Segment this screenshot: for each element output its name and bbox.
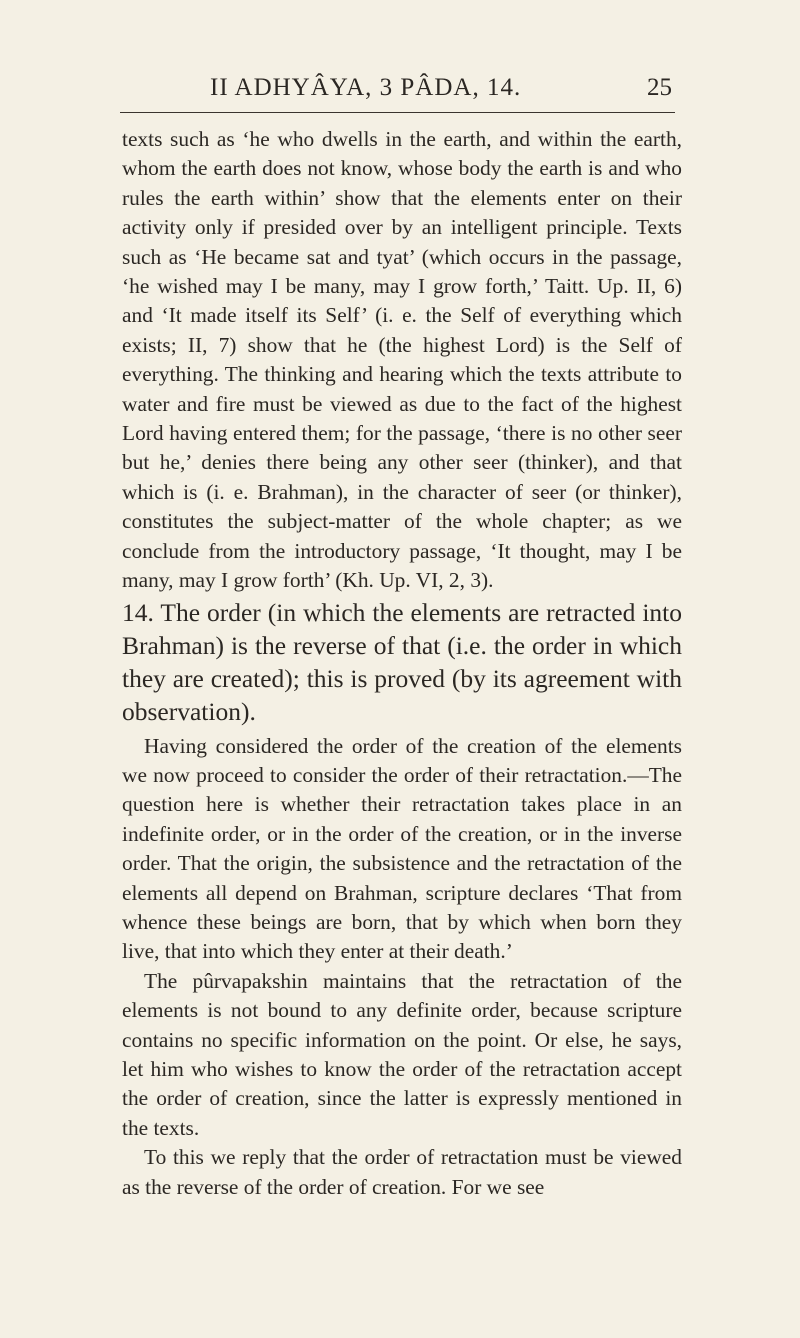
sutra-heading: 14. The order (in which the elements are retracted into Brahman) is the reverse of that (i.e. the order in which they are created); this is proved (by its agreement with observation). <box>122 597 682 726</box>
paragraph-purvapaksha: The pûrvapakshin maintains that the retractation of the elements is not bound to any definite order, because scripture contains no specific information on the point. Or else, he says, let him who wishes to know the order of the retractation accept the order of creation, since the latter is expressly mentioned in the texts. <box>122 968 682 1140</box>
page-number: 25 <box>647 74 672 101</box>
paragraph-continuation: texts such as ‘he who dwells in the earth, and within the earth, whom the earth does not know, whose body the earth is and who rules the earth within’ show that the elements enter on their activity only if presided over by an intelligent principle. Texts such as ‘He became sat and tyat’ (which occurs in the passage, ‘he wished may I be many, may I grow forth,’ Taitt. Up. II, 6) and ‘It made itself its Self’ (i. e. the Self of everything which exists; II, 7) show that he (the highest Lord) is the Self of everything. The thinking and hearing which the texts attribute to water and fire must be viewed as due to the fact of the highest Lord having entered them; for the passage, ‘there is no other seer but he,’ denies there being any other seer (thinker), and that which is (i. e. Brahman), in the character of seer (or thinker), constitutes the subject-matter of the whole chapter; as we conclude from the introductory passage, ‘It thought, may I be many, may I grow forth’ (Kh. Up. VI, 2, 3). <box>122 127 682 593</box>
paragraph-reply: To this we reply that the order of retractation must be viewed as the reverse of the order of creation. For we see <box>122 1145 682 1199</box>
body-text <box>122 125 682 1202</box>
running-head <box>120 70 680 110</box>
header-rule <box>120 112 675 113</box>
paragraph-commentary: Having considered the order of the creation of the elements we now proceed to consider the order of their retractation.—The question here is whether their retractation takes place in an indefinite order, or in the order of the creation, or in the inverse order. That the origin, the subsistence and the retractation of the elements all depend on Brahman, scripture declares ‘That from whence these beings are born, that by which when born they live, that into which they enter at their death.’ <box>122 733 682 964</box>
running-head-title: II ADHYÂYA, 3 PÂDA, 14. <box>210 74 522 101</box>
